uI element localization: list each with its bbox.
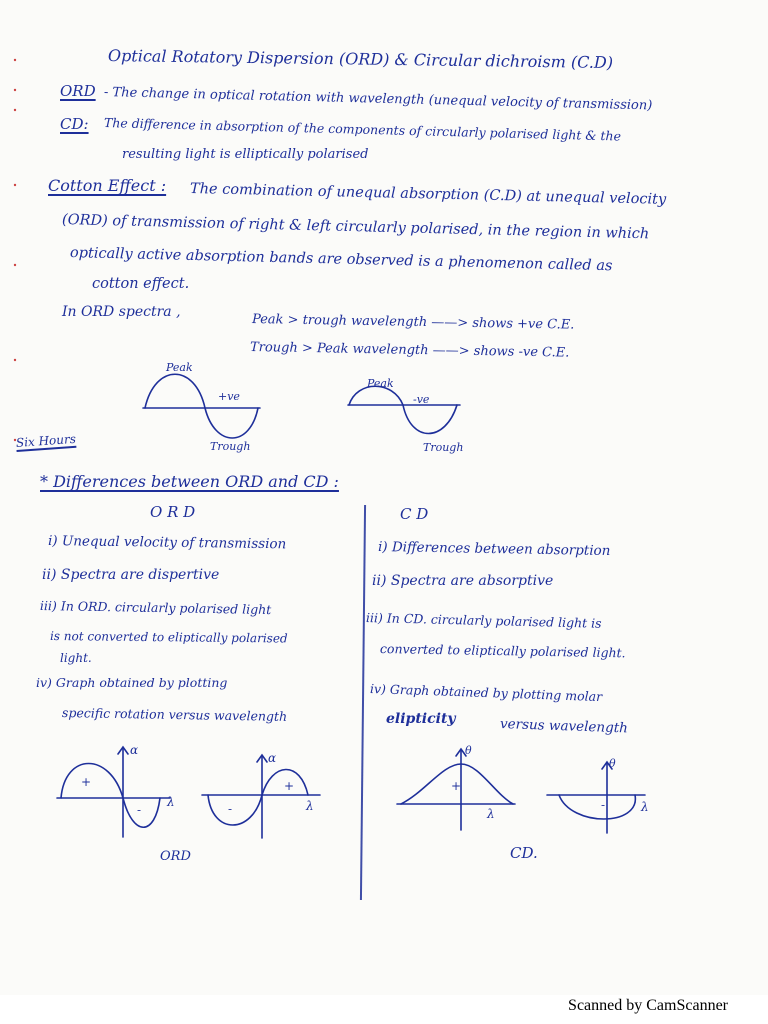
ord-spectra-intro: In ORD spectra ,: [62, 304, 181, 320]
trough-label: Trough: [423, 441, 464, 454]
negative-curve-line: [349, 386, 457, 433]
cd-curve-line: [559, 795, 635, 819]
cotton-effect-line-1: The combination of unequal absorption (C.D) at unequal velocity: [189, 181, 667, 208]
plus-sign: +: [81, 775, 92, 789]
cotton-effect-line-3: optically active absorption bands are observed is a phenomenon called as: [69, 245, 613, 275]
ord-graph-negative: [200, 750, 335, 840]
minus-sign: -: [601, 798, 606, 812]
cd-point-4-cont: elipticity: [386, 711, 456, 727]
cd-point-4: iv) Graph obtained by plotting molar: [369, 681, 603, 705]
y-axis-label: θ: [609, 757, 616, 770]
ord-column-heading: O R D: [150, 503, 196, 521]
cd-point-1: i) Differences between absorption: [377, 539, 611, 560]
margin-note: Six Hours: [15, 431, 77, 450]
cd-graph-caption: CD.: [510, 844, 538, 862]
cotton-effect-line-4: cotton effect.: [92, 276, 190, 292]
plus-sign: +: [451, 779, 462, 793]
peak-label: Peak: [166, 361, 193, 374]
cd-point-4-end: versus wavelength: [499, 716, 629, 737]
y-axis-label: α: [268, 751, 277, 765]
cd-definition-line-1: The difference in absorption of the components of circularly polarised light & the: [103, 115, 622, 144]
ord-point-1: i) Unequal velocity of transmission: [47, 533, 287, 553]
cotton-effect-line-2: (ORD) of transmission of right & left circularly polarised, in the region in which: [61, 212, 650, 243]
minus-sign: -: [137, 803, 142, 817]
ord-definition-label: ORD: [60, 82, 96, 100]
cd-definition-line-2: resulting light is elliptically polarised: [122, 147, 369, 162]
cd-definition-label: CD:: [60, 115, 89, 133]
minus-sign: -: [228, 802, 233, 816]
negative-cotton-curve: [345, 375, 465, 460]
margin-marks: [10, 0, 20, 995]
positive-curve-line: [145, 374, 258, 438]
ord-point-4-cont: specific rotation versus wavelength: [61, 705, 288, 724]
ord-point-4: iv) Graph obtained by plotting: [36, 675, 228, 690]
positive-sign-label: +ve: [218, 390, 240, 403]
x-axis-label: λ: [487, 807, 495, 821]
scanner-footer: [0, 995, 768, 1024]
ord-point-2: ii) Spectra are dispertive: [42, 567, 220, 583]
cd-point-3-cont: converted to eliptically polarised light.: [379, 641, 626, 661]
positive-cotton-curve: [140, 358, 265, 453]
ord-point-3: iii) In ORD. circularly polarised light: [39, 598, 272, 618]
x-axis-label: λ: [641, 800, 649, 814]
x-axis-label: λ: [306, 799, 314, 813]
cd-graph-positive: [395, 742, 525, 832]
negative-sign-label: -ve: [413, 393, 430, 406]
cd-column-heading: C D: [400, 505, 429, 523]
positive-cotton-rule: Peak > trough wavelength ——> shows +ve C.E.: [251, 312, 575, 333]
plus-sign: +: [284, 779, 295, 793]
cotton-effect-label: Cotton Effect :: [48, 176, 167, 195]
differences-heading: * Differences between ORD and CD :: [40, 472, 339, 491]
y-axis-label: θ: [465, 744, 472, 757]
negative-cotton-rule: Trough > Peak wavelength ——> shows -ve C.E.: [249, 340, 570, 361]
scanner-watermark: Scanned by CamScanner: [568, 997, 728, 1014]
peak-label: Peak: [367, 377, 394, 390]
x-axis-label: λ: [167, 795, 175, 809]
ord-graph-positive: [55, 742, 190, 842]
cd-point-2: ii) Spectra are absorptive: [372, 573, 554, 589]
y-axis-label: α: [130, 743, 139, 757]
column-divider: [360, 505, 366, 900]
cd-point-3: iii) In CD. circularly polarised light is: [365, 610, 602, 631]
page-title: Optical Rotatory Dispersion (ORD) & Circular dichroism (C.D): [107, 46, 614, 73]
ord-curve-line: [61, 764, 160, 828]
trough-label: Trough: [210, 440, 251, 453]
ord-point-3-end: light.: [60, 651, 92, 665]
ord-graph-caption: ORD: [160, 849, 191, 864]
cd-graph-negative: [545, 755, 665, 835]
ord-definition-text: - The change in optical rotation with wavelength (unequal velocity of transmission): [103, 85, 653, 114]
ord-point-3-cont: is not converted to eliptically polarised: [49, 629, 288, 646]
ord-curve-line: [208, 769, 308, 825]
